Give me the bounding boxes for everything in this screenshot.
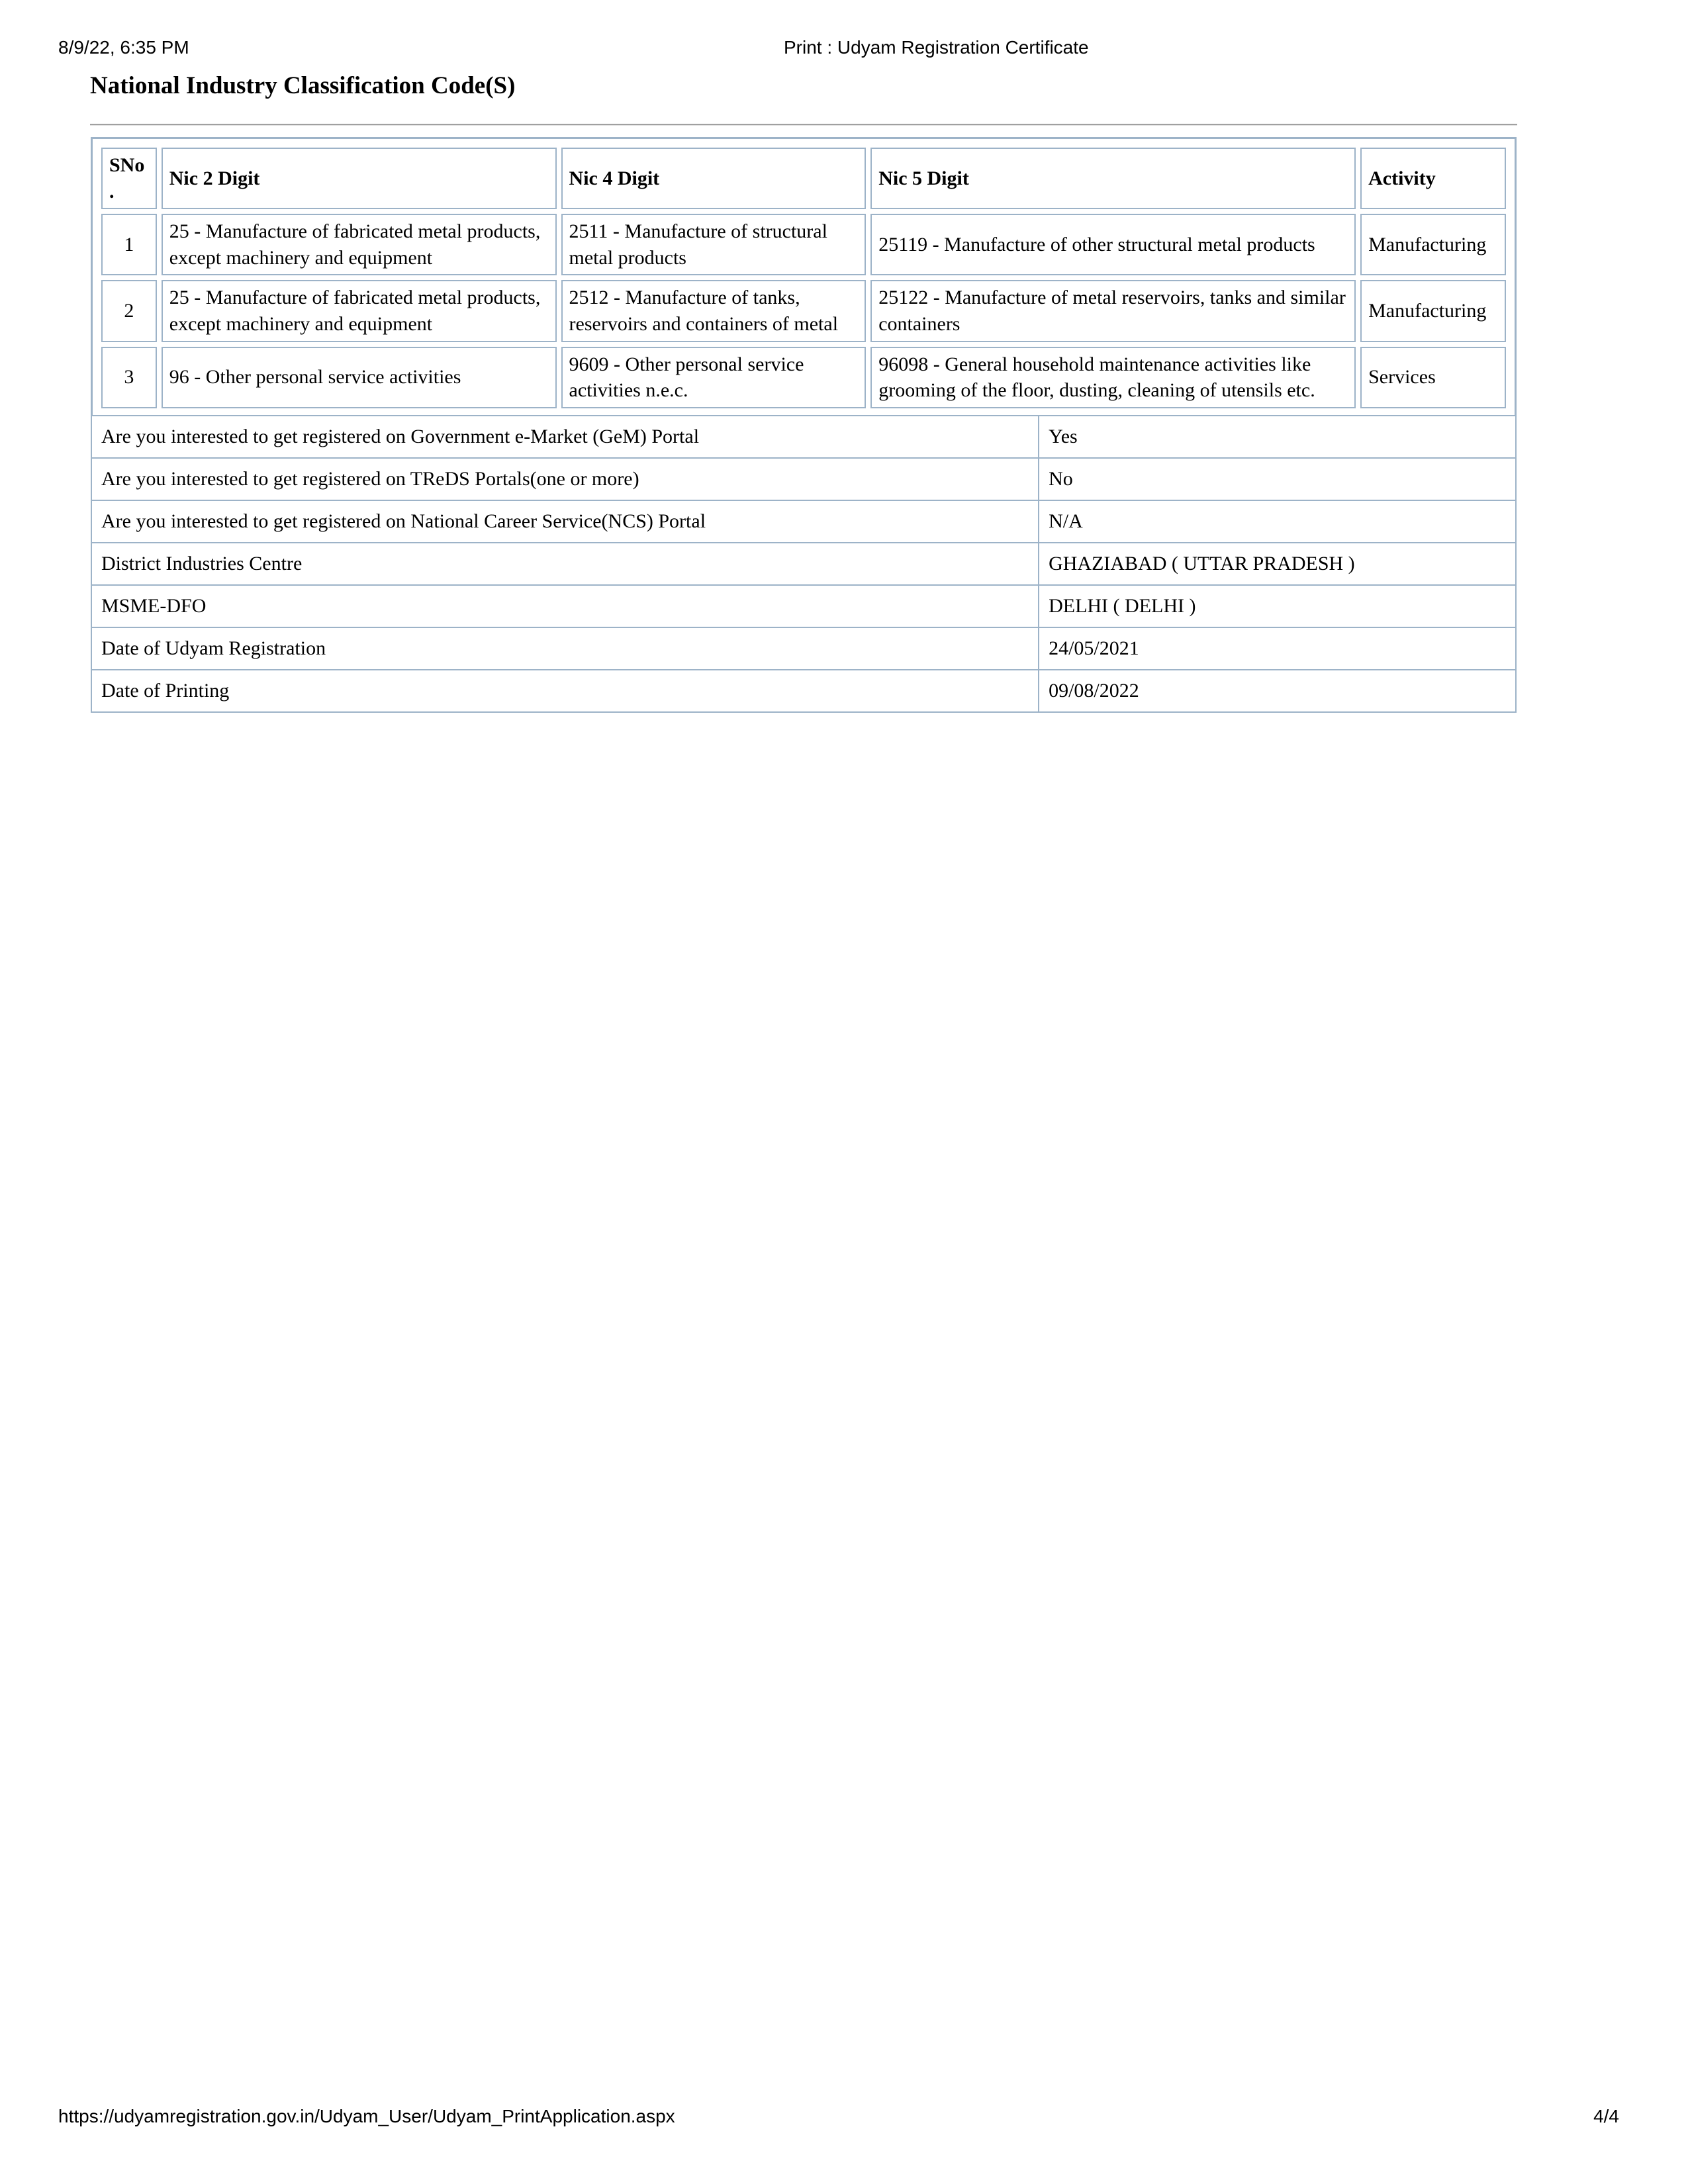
table-row <box>91 500 1516 543</box>
nic-header-nic4: Nic 4 Digit <box>561 148 867 209</box>
table-row <box>91 543 1516 585</box>
info-value-msme-dfo: DELHI ( DELHI ) <box>1039 585 1516 627</box>
info-label-gem: Are you interested to get registered on Government e-Market (GeM) Portal <box>91 416 1039 458</box>
nic-row1-activity: Manufacturing <box>1360 214 1506 275</box>
print-footer <box>58 2106 1619 2127</box>
nic-row2-sno: 2 <box>101 280 157 341</box>
info-value-registration-date: 24/05/2021 <box>1039 627 1516 670</box>
info-value-ncs: N/A <box>1039 500 1516 543</box>
nic-row1-sno: 1 <box>101 214 157 275</box>
nic-table-header-row <box>101 148 1506 209</box>
nic-row3-sno: 3 <box>101 347 157 408</box>
nic-row1-nic4: 2511 - Manufacture of structural metal products <box>561 214 867 275</box>
nic-row3-nic4: 9609 - Other personal service activities n.e.c. <box>561 347 867 408</box>
info-value-dic: GHAZIABAD ( UTTAR PRADESH ) <box>1039 543 1516 585</box>
info-label-treds: Are you interested to get registered on TReDS Portals(one or more) <box>91 458 1039 500</box>
print-header-title: Print : Udyam Registration Certificate <box>784 37 1089 58</box>
nic-row2-nic4: 2512 - Manufacture of tanks, reservoirs and containers of metal <box>561 280 867 341</box>
info-label-msme-dfo: MSME-DFO <box>91 585 1039 627</box>
print-footer-page-number: 4/4 <box>1593 2106 1619 2126</box>
table-row <box>101 214 1506 275</box>
table-row <box>91 670 1516 712</box>
nic-header-nic2: Nic 2 Digit <box>162 148 557 209</box>
table-row <box>91 585 1516 627</box>
nic-row1-nic2: 25 - Manufacture of fabricated metal products, except machinery and equipment <box>162 214 557 275</box>
nic-header-activity: Activity <box>1360 148 1506 209</box>
nic-row2-nic2: 25 - Manufacture of fabricated metal products, except machinery and equipment <box>162 280 557 341</box>
nic-table-frame <box>91 137 1517 419</box>
table-row <box>91 627 1516 670</box>
table-row <box>91 458 1516 500</box>
table-row <box>101 280 1506 341</box>
nic-row3-nic5: 96098 - General household maintenance activities like grooming of the floor, dusting, cleaning of utensils etc. <box>870 347 1356 408</box>
nic-row3-activity: Services <box>1360 347 1506 408</box>
print-header <box>58 34 1630 61</box>
title-divider <box>90 124 1517 126</box>
table-row <box>91 416 1516 458</box>
table-row <box>101 347 1506 408</box>
nic-classification-table <box>97 143 1511 413</box>
info-value-gem: Yes <box>1039 416 1516 458</box>
nic-row2-activity: Manufacturing <box>1360 280 1506 341</box>
info-label-ncs: Are you interested to get registered on National Career Service(NCS) Portal <box>91 500 1039 543</box>
page-title: National Industry Classification Code(S) <box>90 72 516 99</box>
nic-row3-nic2: 96 - Other personal service activities <box>162 347 557 408</box>
nic-header-nic5: Nic 5 Digit <box>870 148 1356 209</box>
nic-row2-nic5: 25122 - Manufacture of metal reservoirs, tanks and similar containers <box>870 280 1356 341</box>
print-header-datetime: 8/9/22, 6:35 PM <box>58 37 189 58</box>
info-value-printing-date: 09/08/2022 <box>1039 670 1516 712</box>
nic-row1-nic5: 25119 - Manufacture of other structural metal products <box>870 214 1356 275</box>
info-label-registration-date: Date of Udyam Registration <box>91 627 1039 670</box>
info-value-treds: No <box>1039 458 1516 500</box>
info-label-printing-date: Date of Printing <box>91 670 1039 712</box>
info-label-dic: District Industries Centre <box>91 543 1039 585</box>
print-footer-url: https://udyamregistration.gov.in/Udyam_User/Udyam_PrintApplication.aspx <box>58 2106 675 2126</box>
nic-header-sno: SNo. <box>101 148 157 209</box>
registration-info-table <box>91 415 1517 713</box>
